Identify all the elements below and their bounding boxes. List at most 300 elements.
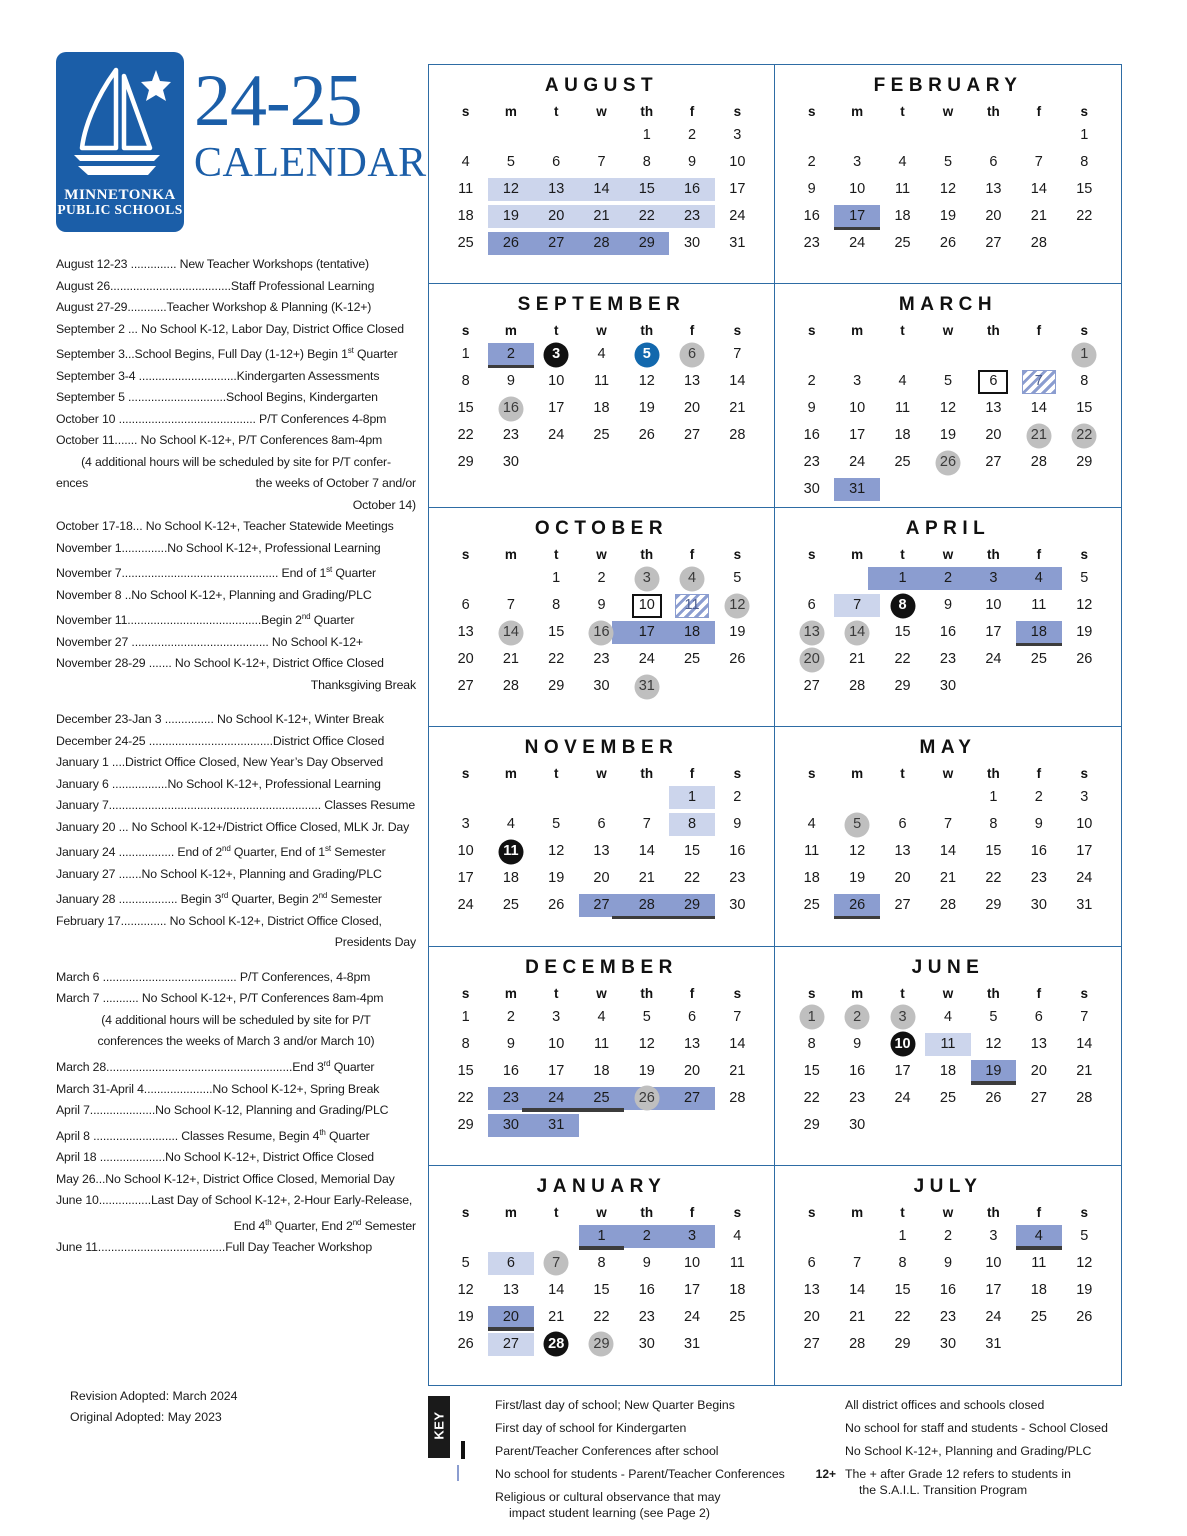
day-2 [488,1004,533,1031]
revision-adopted: Revision Adopted: March 2024 [70,1389,238,1403]
month-table [443,321,760,476]
day-number: 24 [985,651,1002,668]
day-21 [1016,203,1061,230]
day-cell [925,1085,970,1112]
day-1 [443,1004,488,1031]
day-number: 25 [894,454,911,471]
week-row [789,673,1107,700]
day-cell [1062,892,1107,919]
day-cell [669,122,714,149]
day-cell [715,811,760,838]
day-cell [1016,1277,1061,1304]
day-cell [971,838,1016,865]
week-row [789,395,1107,422]
day-number: 22 [548,651,565,668]
week-row [789,1304,1107,1331]
day-number: 27 [593,897,610,914]
day-number: 26 [1076,651,1093,668]
day-number: 30 [502,454,519,471]
day-number: 25 [683,651,701,668]
day-number: 18 [1030,1281,1047,1298]
day-number: 21 [1030,208,1047,224]
key-row-text [495,1488,721,1521]
day-23 [624,1304,669,1331]
month-april [775,508,1121,727]
day-5 [971,1004,1016,1031]
logo-line-1: MINNETONKA [64,186,176,203]
day-18 [789,865,834,892]
day-cell [1062,1223,1107,1250]
day-cell [488,673,533,700]
day-number: 11 [593,1035,610,1052]
day-number: 8 [989,816,998,833]
day-23 [789,449,834,476]
day-number: 29 [683,897,701,914]
event-line: November 1..............No School K-12+, Professional Learning [56,540,381,555]
day-cell [669,811,714,838]
day-11 [1016,592,1061,619]
weekday-header: t [900,323,905,339]
day-14 [834,1277,879,1304]
day-number: 19 [548,870,565,887]
week-row [443,892,760,919]
empty-cell [880,341,925,368]
day-cell [443,646,488,673]
day-number: 3 [461,816,470,833]
week-row [443,1004,760,1031]
weekday-header: w [596,547,607,563]
day-15 [579,1277,624,1304]
day-number: 30 [593,678,610,695]
day-22 [534,646,579,673]
weekday-header: w [942,104,954,119]
day-cell [579,395,624,422]
day-cell [715,1031,760,1058]
day-cell [488,811,533,838]
day-cell [971,619,1016,646]
key-row-text-line1: Religious or cultural observance that may [495,1490,721,1504]
day-4 [715,1223,760,1250]
day-number: 3 [989,1227,998,1244]
day-number: 5 [733,570,742,587]
day-number: 6 [688,1008,697,1025]
weekday-header: th [987,766,1000,782]
month-table [789,545,1107,700]
day-cell [534,1058,579,1085]
day-27 [971,230,1016,257]
weekday-header: s [807,104,816,119]
day-10 [834,395,879,422]
week-row [789,230,1107,257]
day-6 [971,149,1016,176]
weekday-header: th [987,547,1000,563]
day-20 [789,1304,834,1331]
day-number: 6 [989,154,998,170]
empty-cell [971,476,1016,503]
event-line: January 7................................................................. Classes Resume [56,798,416,813]
empty-cell [789,122,834,149]
day-number: 11 [458,181,474,197]
empty-cell [624,1112,669,1139]
month-table [443,1203,760,1358]
day-cell [834,865,879,892]
day-12 [624,1031,669,1058]
day-16 [488,395,533,422]
day-cell [534,1304,579,1331]
day-13 [789,619,834,646]
day-8 [624,149,669,176]
day-number: 12 [548,843,565,860]
day-number: 3 [552,1008,561,1025]
day-cell [971,892,1016,919]
day-cell [715,1004,760,1031]
day-number: 16 [803,208,820,224]
day-cell [925,892,970,919]
event-line: Thanksgiving Break [310,677,416,692]
empty-cell [789,1223,834,1250]
key-row [456,1442,804,1459]
day-8 [443,368,488,395]
weekday-header: s [1080,985,1089,1001]
day-number: 13 [593,843,610,860]
day-28 [1016,449,1061,476]
day-number: 29 [803,1116,820,1133]
day-number: 21 [849,1308,866,1325]
day-cell [715,646,760,673]
day-number: 28 [729,427,746,444]
day-cell [925,619,970,646]
empty-cell [534,1223,579,1250]
day-cell [925,1277,970,1304]
day-number: 22 [1076,427,1093,444]
day-cell [579,1331,624,1358]
logo-line-2: PUBLIC SCHOOLS [57,202,183,218]
weekday-header: s [807,985,816,1001]
day-19 [1062,619,1107,646]
day-12 [925,395,970,422]
day-number: 28 [638,897,655,914]
day-21 [488,646,533,673]
day-cell [789,149,834,176]
day-number: 27 [457,678,474,695]
day-cell [925,176,970,203]
week-row [789,1004,1107,1031]
day-number: 19 [1076,624,1093,641]
weekday-header: t [553,547,559,563]
day-4 [1016,565,1061,592]
day-cell [925,1058,970,1085]
week-row [443,230,760,257]
day-cell [1016,784,1061,811]
day-cell [1016,1004,1061,1031]
day-number: 26 [939,235,957,251]
day-number: 25 [939,1089,957,1106]
day-number: 2 [807,373,816,390]
day-cell [443,892,488,919]
day-number: 1 [807,1008,816,1025]
day-5 [1062,565,1107,592]
day-cell [925,1250,970,1277]
empty-cell [1016,673,1061,700]
day-20 [880,865,925,892]
day-17 [443,865,488,892]
day-number: 4 [733,1227,742,1244]
day-cell [925,203,970,230]
day-13 [880,838,925,865]
empty-cell [925,1112,970,1139]
day-31 [669,1331,714,1358]
weekday-header: s [807,547,816,563]
day-7 [534,1250,579,1277]
day-number: 18 [457,208,474,224]
weekday-header: m [851,323,864,339]
day-cell [443,1112,488,1139]
weekday-header: w [942,766,954,782]
day-cell [971,1304,1016,1331]
weekday-header: s [733,985,742,1001]
day-17 [971,1277,1016,1304]
empty-cell [925,341,970,368]
day-cell [443,149,488,176]
day-cell [579,1058,624,1085]
weekday-header: s [807,323,816,339]
day-cell [624,811,669,838]
weekday-header-row [789,764,1107,784]
day-number: 30 [638,1335,655,1352]
day-22 [669,865,714,892]
day-cell [1062,395,1107,422]
day-24 [624,646,669,673]
day-2 [789,149,834,176]
week-row [789,1250,1107,1277]
key-row-text-line1: Parent/Teacher Conferences after school [495,1444,719,1458]
day-cell [789,1112,834,1139]
day-number: 19 [939,427,957,444]
weekday-header: s [733,104,742,119]
day-24 [715,203,760,230]
day-number: 17 [548,400,565,417]
day-20 [1016,1058,1061,1085]
week-row [443,1250,760,1277]
day-number: 20 [548,208,565,224]
day-number: 3 [1080,789,1089,806]
day-cell [789,1058,834,1085]
day-cell [1016,230,1061,257]
day-cell [443,395,488,422]
weekday-header: m [851,104,864,119]
day-number: 19 [1076,1281,1093,1298]
day-number: 1 [642,127,651,143]
day-number: 29 [457,454,474,471]
empty-cell [1062,673,1107,700]
day-cell [1016,1085,1061,1112]
day-20 [971,422,1016,449]
day-cell [925,1004,970,1031]
month-may [775,727,1121,946]
sailboat-icon [64,62,176,187]
day-cell [669,1058,714,1085]
day-number: 25 [1030,1308,1047,1325]
day-number: 19 [729,624,746,641]
school-year: 24-25 [194,60,362,142]
day-number: 12 [985,1035,1002,1052]
day-cell [715,1085,760,1112]
month-table [789,984,1107,1139]
day-number: 13 [803,624,820,641]
day-cell [669,1031,714,1058]
day-number: 28 [849,1335,866,1352]
day-number: 14 [638,843,655,860]
empty-cell [925,122,970,149]
key-label: KEY [431,1411,447,1440]
day-6 [971,368,1016,395]
week-row [789,449,1107,476]
day-cell [715,1223,760,1250]
empty-cell [971,673,1016,700]
month-title: APRIL [905,518,991,540]
week-row [443,592,760,619]
day-13 [488,1277,533,1304]
day-number: 13 [683,1035,701,1052]
day-number: 5 [506,154,515,170]
day-number: 7 [1034,154,1043,170]
day-cell [1062,1085,1107,1112]
day-cell [971,1085,1016,1112]
day-number: 9 [807,181,816,197]
key-row-text-line1: No school for students - Parent/Teacher Conferences [495,1467,785,1481]
day-11 [925,1031,970,1058]
day-16 [715,838,760,865]
day-cell [669,592,714,619]
day-15 [971,838,1016,865]
weekday-header: f [1036,985,1042,1001]
day-cell [834,1250,879,1277]
day-number: 1 [461,1008,470,1025]
day-cell [534,865,579,892]
events-list [56,254,416,1259]
event-line: March 31-April 4.....................No School K-12+, Spring Break [56,1081,380,1096]
day-number: 4 [943,1008,953,1025]
day-cell [669,395,714,422]
day-31 [834,476,879,503]
weekday-header-row [789,321,1107,341]
event-line: End 4th Quarter, End 2nd Semester [233,1217,416,1233]
day-number: 13 [985,181,1002,197]
day-7 [1062,1004,1107,1031]
day-number: 4 [1034,1227,1043,1244]
day-number: 24 [849,454,866,471]
day-cell [880,1004,925,1031]
day-cell [880,395,925,422]
day-number: 20 [803,1308,820,1325]
day-cell [624,1304,669,1331]
day-cell [834,176,879,203]
day-cell [834,1058,879,1085]
day-24 [971,1304,1016,1331]
day-cell [715,203,760,230]
week-row [789,619,1107,646]
day-cell [971,1004,1016,1031]
day-cell [925,395,970,422]
day-number: 14 [1030,400,1047,417]
day-cell [715,838,760,865]
event-line: April 8 .......................... Classes Resume, Begin 4th Quarter [56,1127,370,1143]
weekday-header: t [553,1204,559,1220]
day-1 [443,341,488,368]
day-cell [1062,1004,1107,1031]
day-number: 8 [898,1254,907,1271]
day-29 [789,1112,834,1139]
day-cell [834,395,879,422]
day-number: 25 [729,1308,746,1325]
day-cell [534,892,579,919]
day-2 [488,341,533,368]
empty-cell [789,565,834,592]
day-25 [789,892,834,919]
day-cell [834,1277,879,1304]
day-4 [880,149,925,176]
day-cell [669,230,714,257]
day-number: 6 [506,1254,515,1271]
day-number: 2 [853,1008,862,1025]
month-title: JUNE [911,956,985,978]
day-cell [880,203,925,230]
day-cell [715,619,760,646]
day-number: 20 [683,400,701,417]
day-cell [1016,203,1061,230]
day-15 [1062,395,1107,422]
day-number: 11 [804,843,820,860]
day-number: 23 [729,870,746,887]
day-10 [715,149,760,176]
day-cell [669,838,714,865]
day-cell [534,149,579,176]
day-number: 10 [1076,816,1093,833]
day-9 [925,1250,970,1277]
day-9 [488,368,533,395]
event-line-left: ences [56,476,89,491]
day-number: 30 [502,1116,519,1133]
week-row [443,1223,760,1250]
day-cell [624,1277,669,1304]
day-number: 2 [1034,789,1043,806]
day-27 [669,1085,714,1112]
day-number: 25 [1030,651,1047,668]
day-25 [880,230,925,257]
event-line: September 5 ..............................School Begins, Kindergarten [56,390,378,405]
day-30 [488,449,533,476]
week-row [443,1058,760,1085]
day-cell [1062,865,1107,892]
weekday-header: th [987,985,1000,1001]
day-number: 3 [733,127,742,143]
weekday-header: w [942,323,954,339]
day-cell [624,838,669,865]
day-14 [1016,176,1061,203]
day-number: 31 [849,481,866,498]
event-line: April 7....................No School K-12, Planning and Grading/PLC [56,1103,389,1118]
day-21 [715,395,760,422]
week-row [443,838,760,865]
weekday-header-row [443,1203,760,1223]
day-8 [789,1031,834,1058]
day-3 [534,341,579,368]
day-cell [443,811,488,838]
day-cell [669,619,714,646]
day-cell [443,230,488,257]
empty-cell [971,122,1016,149]
day-9 [579,592,624,619]
